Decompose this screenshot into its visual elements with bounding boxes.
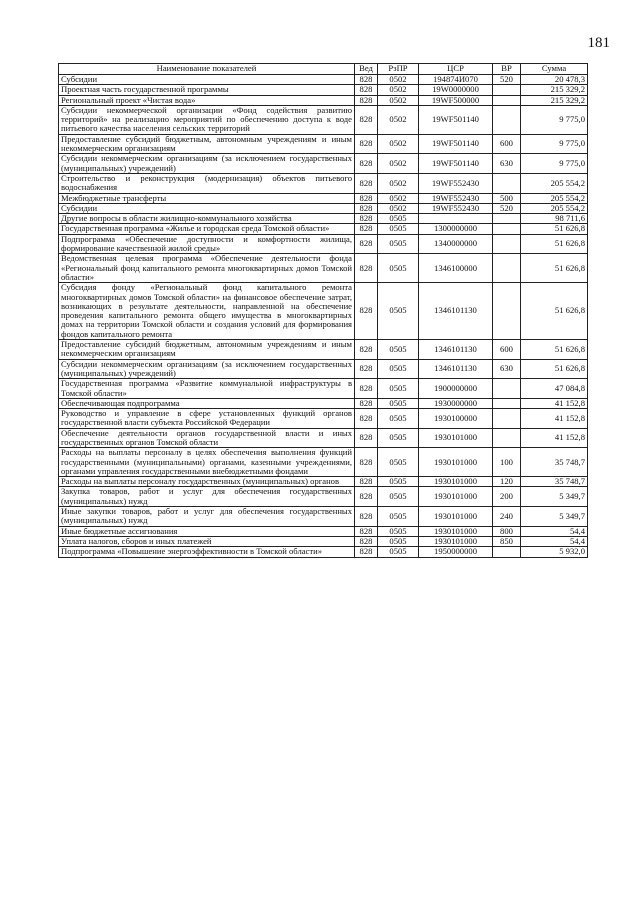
cell-rzpr: 0505	[378, 477, 419, 487]
cell-vr	[493, 234, 521, 254]
table-row	[59, 477, 588, 487]
cell-name: Субсидии некоммерческим организациям (за исключением государственных (муниципальных) учреждений)	[59, 359, 355, 379]
cell-rzpr: 0505	[378, 224, 419, 234]
header-name: Наименование показателей	[59, 64, 355, 75]
cell-rzpr: 0502	[378, 193, 419, 203]
table-row	[59, 487, 588, 507]
cell-rzpr: 0505	[378, 214, 419, 224]
cell-name: Субсидии	[59, 203, 355, 213]
cell-sum: 205 554,2	[521, 173, 588, 193]
table-row	[59, 409, 588, 429]
cell-rzpr: 0505	[378, 526, 419, 536]
cell-csr: 19WF552430	[419, 203, 493, 213]
cell-sum: 51 626,8	[521, 340, 588, 360]
cell-vr	[493, 547, 521, 557]
cell-ved: 828	[355, 214, 378, 224]
cell-rzpr: 0505	[378, 398, 419, 408]
table-row	[59, 507, 588, 527]
cell-name: Субсидии некоммерческой организации «Фонд содействия развитию территорий» на реализацию мероприятий по обеспечению доступа к воде питьевого качества населения сельских территорий	[59, 105, 355, 134]
cell-sum: 35 748,7	[521, 477, 588, 487]
cell-csr: 19W0000000	[419, 85, 493, 95]
cell-csr: 1346100000	[419, 254, 493, 283]
table-row	[59, 214, 588, 224]
header-ved: Вед	[355, 64, 378, 75]
cell-csr: 1346101130	[419, 359, 493, 379]
cell-ved: 828	[355, 448, 378, 477]
cell-csr	[419, 214, 493, 224]
cell-name: Подпрограмма «Повышение энергоэффективности в Томской области»	[59, 547, 355, 557]
cell-ved: 828	[355, 105, 378, 134]
cell-csr: 1950000000	[419, 547, 493, 557]
cell-ved: 828	[355, 526, 378, 536]
cell-vr: 100	[493, 448, 521, 477]
table-body	[59, 75, 588, 558]
cell-sum: 51 626,8	[521, 234, 588, 254]
cell-name: Государственная программа «Жилье и городская среда Томской области»	[59, 224, 355, 234]
cell-csr: 19WF552430	[419, 173, 493, 193]
table-row	[59, 536, 588, 546]
cell-rzpr: 0505	[378, 428, 419, 448]
cell-csr: 19WF501140	[419, 154, 493, 174]
cell-name: Расходы на выплаты персоналу государственных (муниципальных) органов	[59, 477, 355, 487]
cell-rzpr: 0505	[378, 448, 419, 477]
table-row	[59, 224, 588, 234]
cell-csr: 1346101130	[419, 283, 493, 340]
cell-sum: 9 775,0	[521, 154, 588, 174]
cell-ved: 828	[355, 359, 378, 379]
header-rzpr: РзПР	[378, 64, 419, 75]
cell-sum: 5 932,0	[521, 547, 588, 557]
cell-ved: 828	[355, 283, 378, 340]
cell-vr	[493, 173, 521, 193]
cell-ved: 828	[355, 547, 378, 557]
cell-rzpr: 0505	[378, 536, 419, 546]
table-row	[59, 193, 588, 203]
cell-name: Другие вопросы в области жилищно-коммунального хозяйства	[59, 214, 355, 224]
cell-rzpr: 0505	[378, 409, 419, 429]
cell-ved: 828	[355, 193, 378, 203]
cell-csr: 1340000000	[419, 234, 493, 254]
table-row	[59, 547, 588, 557]
cell-sum: 215 329,2	[521, 95, 588, 105]
cell-ved: 828	[355, 428, 378, 448]
cell-vr	[493, 214, 521, 224]
cell-sum: 205 554,2	[521, 193, 588, 203]
cell-ved: 828	[355, 477, 378, 487]
cell-sum: 205 554,2	[521, 203, 588, 213]
cell-rzpr: 0505	[378, 254, 419, 283]
cell-csr: 1930101000	[419, 487, 493, 507]
cell-name: Иные бюджетные ассигнования	[59, 526, 355, 536]
table-row	[59, 428, 588, 448]
table-header	[59, 64, 588, 75]
header-vr: ВР	[493, 64, 521, 75]
table-row	[59, 75, 588, 85]
cell-rzpr: 0505	[378, 547, 419, 557]
cell-ved: 828	[355, 224, 378, 234]
cell-ved: 828	[355, 75, 378, 85]
cell-ved: 828	[355, 154, 378, 174]
header-row	[59, 64, 588, 75]
cell-rzpr: 0502	[378, 203, 419, 213]
cell-vr	[493, 379, 521, 399]
budget-table	[58, 63, 588, 558]
cell-vr: 520	[493, 203, 521, 213]
cell-rzpr: 0505	[378, 340, 419, 360]
cell-ved: 828	[355, 379, 378, 399]
cell-sum: 54,4	[521, 526, 588, 536]
cell-ved: 828	[355, 487, 378, 507]
cell-rzpr: 0505	[378, 234, 419, 254]
cell-name: Руководство и управление в сфере установленных функций органов государственной власти субъекта Российской Федерации	[59, 409, 355, 429]
cell-vr	[493, 409, 521, 429]
cell-vr: 850	[493, 536, 521, 546]
cell-vr	[493, 254, 521, 283]
cell-name: Строительство и реконструкция (модернизация) объектов питьевого водоснабжения	[59, 173, 355, 193]
cell-name: Субсидия фонду «Региональный фонд капитального ремонта многоквартирных домов Томской области» на финансовое обеспечение затрат, возникающих в результате деятельности, направленной на обеспечение проведения капитального ремонта общего имущества в многоквартирных домах на территории Томской области и создания условий для формирования фондов капитального ремонта	[59, 283, 355, 340]
cell-csr: 1930101000	[419, 536, 493, 546]
cell-name: Иные закупки товаров, работ и услуг для обеспечения государственных (муниципальных) нужд	[59, 507, 355, 527]
cell-csr: 1300000000	[419, 224, 493, 234]
cell-sum: 35 748,7	[521, 448, 588, 477]
cell-sum: 41 152,8	[521, 409, 588, 429]
cell-rzpr: 0505	[378, 283, 419, 340]
cell-name: Государственная программа «Развитие коммунальной инфраструктуры в Томской области»	[59, 379, 355, 399]
cell-vr	[493, 224, 521, 234]
table-row	[59, 283, 588, 340]
table-row	[59, 154, 588, 174]
cell-ved: 828	[355, 95, 378, 105]
cell-sum: 54,4	[521, 536, 588, 546]
cell-csr: 19WF500000	[419, 95, 493, 105]
table-row	[59, 95, 588, 105]
table-row	[59, 234, 588, 254]
cell-sum: 41 152,8	[521, 398, 588, 408]
cell-name: Обеспечивающая подпрограмма	[59, 398, 355, 408]
cell-ved: 828	[355, 507, 378, 527]
cell-rzpr: 0502	[378, 85, 419, 95]
cell-rzpr: 0502	[378, 95, 419, 105]
cell-vr: 520	[493, 75, 521, 85]
cell-sum: 9 775,0	[521, 134, 588, 154]
header-sum: Сумма	[521, 64, 588, 75]
cell-name: Региональный проект «Чистая вода»	[59, 95, 355, 105]
cell-sum: 51 626,8	[521, 224, 588, 234]
cell-sum: 5 349,7	[521, 487, 588, 507]
cell-name: Обеспечение деятельности органов государственной власти и иных государственных органов Томской области	[59, 428, 355, 448]
cell-name: Ведомственная целевая программа «Обеспечение деятельности фонда «Региональный фонд капитального ремонта многоквартирных домов Томской области»	[59, 254, 355, 283]
cell-ved: 828	[355, 536, 378, 546]
table-row	[59, 398, 588, 408]
cell-csr: 1930101000	[419, 507, 493, 527]
cell-csr: 1930101000	[419, 526, 493, 536]
cell-csr: 19WF501140	[419, 105, 493, 134]
cell-vr	[493, 85, 521, 95]
cell-csr: 1900000000	[419, 379, 493, 399]
table-row	[59, 254, 588, 283]
cell-vr: 600	[493, 134, 521, 154]
table-row	[59, 379, 588, 399]
cell-name: Подпрограмма «Обеспечение доступности и комфортности жилища, формирование качественной жилой среды»	[59, 234, 355, 254]
cell-rzpr: 0502	[378, 154, 419, 174]
cell-ved: 828	[355, 254, 378, 283]
cell-rzpr: 0505	[378, 507, 419, 527]
cell-sum: 5 349,7	[521, 507, 588, 527]
table-row	[59, 526, 588, 536]
cell-name: Проектная часть государственной программы	[59, 85, 355, 95]
cell-vr: 600	[493, 340, 521, 360]
cell-csr: 1930101000	[419, 448, 493, 477]
cell-sum: 51 626,8	[521, 283, 588, 340]
cell-sum: 9 775,0	[521, 105, 588, 134]
cell-rzpr: 0502	[378, 75, 419, 85]
table-row	[59, 173, 588, 193]
cell-vr: 200	[493, 487, 521, 507]
cell-name: Уплата налогов, сборов и иных платежей	[59, 536, 355, 546]
cell-rzpr: 0505	[378, 379, 419, 399]
cell-rzpr: 0502	[378, 173, 419, 193]
header-csr: ЦСР	[419, 64, 493, 75]
cell-sum: 47 084,8	[521, 379, 588, 399]
cell-vr: 630	[493, 154, 521, 174]
table-row	[59, 134, 588, 154]
page-number: 181	[587, 35, 610, 51]
table-row	[59, 448, 588, 477]
cell-sum: 51 626,8	[521, 359, 588, 379]
cell-vr: 240	[493, 507, 521, 527]
table-row	[59, 85, 588, 95]
cell-sum: 51 626,8	[521, 254, 588, 283]
cell-rzpr: 0502	[378, 105, 419, 134]
cell-csr: 194874И070	[419, 75, 493, 85]
cell-name: Предоставление субсидий бюджетным, автономным учреждениям и иным некоммерческим организациям	[59, 340, 355, 360]
cell-sum: 98 711,6	[521, 214, 588, 224]
cell-csr: 19WF501140	[419, 134, 493, 154]
cell-ved: 828	[355, 85, 378, 95]
cell-ved: 828	[355, 134, 378, 154]
cell-csr: 1930101000	[419, 428, 493, 448]
cell-vr	[493, 283, 521, 340]
table-row	[59, 340, 588, 360]
cell-ved: 828	[355, 173, 378, 193]
cell-csr: 1930101000	[419, 477, 493, 487]
cell-csr: 1346101130	[419, 340, 493, 360]
cell-vr: 500	[493, 193, 521, 203]
cell-csr: 19WF552430	[419, 193, 493, 203]
cell-ved: 828	[355, 234, 378, 254]
table-row	[59, 105, 588, 134]
cell-name: Межбюджетные трансферты	[59, 193, 355, 203]
cell-sum: 41 152,8	[521, 428, 588, 448]
cell-sum: 215 329,2	[521, 85, 588, 95]
cell-rzpr: 0505	[378, 359, 419, 379]
cell-ved: 828	[355, 409, 378, 429]
cell-ved: 828	[355, 203, 378, 213]
cell-csr: 1930000000	[419, 398, 493, 408]
cell-vr: 800	[493, 526, 521, 536]
cell-rzpr: 0505	[378, 487, 419, 507]
cell-vr	[493, 95, 521, 105]
cell-name: Субсидии некоммерческим организациям (за исключением государственных (муниципальных) учреждений)	[59, 154, 355, 174]
table-row	[59, 203, 588, 213]
cell-name: Закупка товаров, работ и услуг для обеспечения государственных (муниципальных) нужд	[59, 487, 355, 507]
cell-vr: 120	[493, 477, 521, 487]
cell-vr: 630	[493, 359, 521, 379]
cell-vr	[493, 428, 521, 448]
cell-ved: 828	[355, 340, 378, 360]
cell-sum: 20 478,3	[521, 75, 588, 85]
cell-name: Расходы на выплаты персоналу в целях обеспечения выполнения функций государственными (муниципальными) органами, казенными учреждениями, органами управления государственными внебюджетными фондами	[59, 448, 355, 477]
cell-rzpr: 0502	[378, 134, 419, 154]
cell-vr	[493, 398, 521, 408]
cell-ved: 828	[355, 398, 378, 408]
cell-name: Предоставление субсидий бюджетным, автономным учреждениям и иным некоммерческим организациям	[59, 134, 355, 154]
table-row	[59, 359, 588, 379]
cell-vr	[493, 105, 521, 134]
cell-csr: 1930100000	[419, 409, 493, 429]
cell-name: Субсидии	[59, 75, 355, 85]
